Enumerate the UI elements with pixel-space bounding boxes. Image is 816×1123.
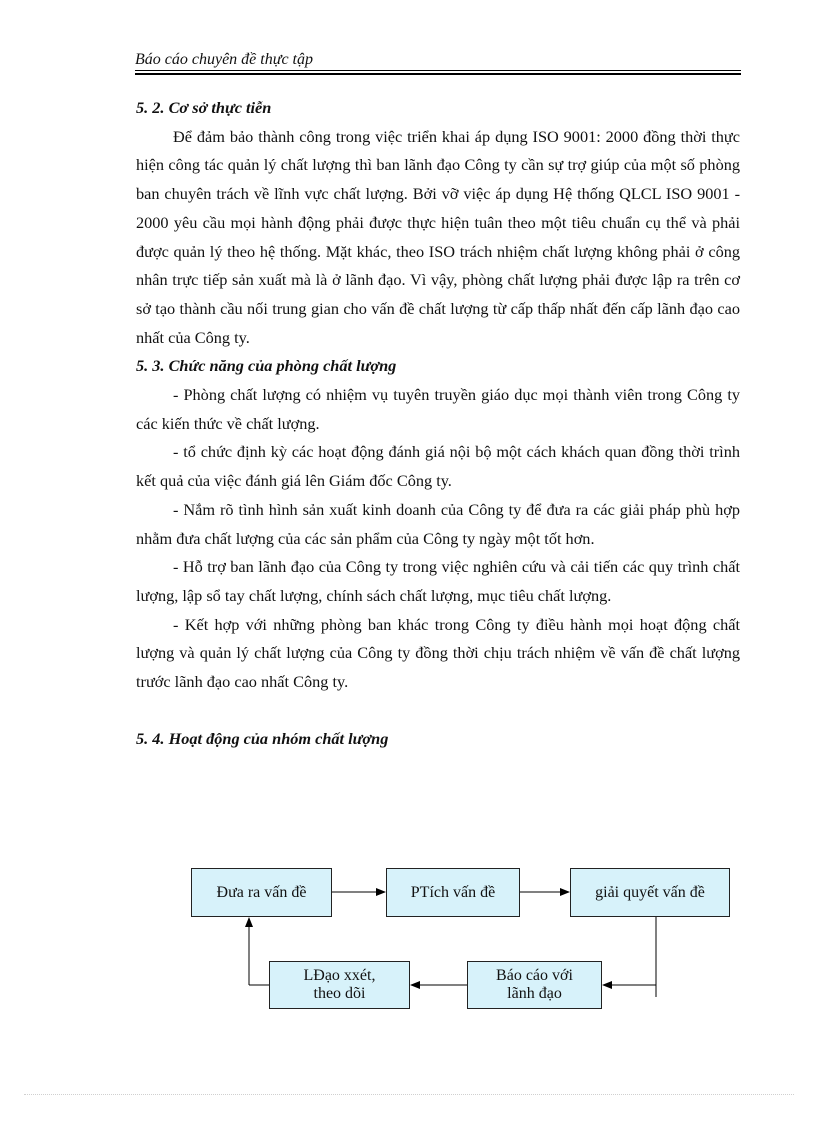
list-item: - Nắm rõ tình hình sản xuất kinh doanh của Công ty để đưa ra các giải pháp phù hợp nhằm đưa chất lượng của các sản phẩm của Công ty ngày một tốt hơn. bbox=[136, 499, 740, 548]
flow-box-label: PTích vấn đề bbox=[410, 883, 496, 901]
flow-box-raise-issue bbox=[191, 868, 332, 917]
flow-box-label: theo dõi bbox=[313, 985, 366, 1002]
flow-box-report-leadership bbox=[467, 961, 602, 1009]
flow-box-analyze-issue bbox=[386, 868, 520, 917]
list-item: - tổ chức định kỳ các hoạt động đánh giá nội bộ một cách khách quan đồng thời trình kết quả của việc đánh giá lên Giám đốc Công ty. bbox=[136, 442, 740, 491]
flow-box-label: Đưa ra vấn đề bbox=[216, 883, 307, 901]
flow-box-label: giải quyết vấn đề bbox=[595, 883, 705, 901]
list-item: - Kết hợp với những phòng ban khác trong Công ty điều hành mọi hoạt động chất lượng và quản lý chất lượng của Công ty đồng thời chịu trách nhiệm về vấn đề chất lượng trước lãnh đạo cao nhất Công ty. bbox=[136, 614, 740, 692]
flow-box-label: lãnh đạo bbox=[507, 985, 562, 1002]
list-item: - Phòng chất lượng có nhiệm vụ tuyên truyền giáo dục mọi thành viên trong Công ty các kiến thức về chất lượng. bbox=[136, 385, 740, 433]
header-rule-thin bbox=[135, 70, 741, 71]
paragraph-5-2: Để đảm bảo thành công trong việc triển khai áp dụng ISO 9001: 2000 đồng thời thực hiện công tác quản lý chất lượng thì ban lãnh đạo Công ty cần sự trợ giúp của một số phòng ban chuyên trách về lĩnh vực chất lượng. Bởi vỡ việc áp dụng Hệ thống QLCL ISO 9001 - 2000 yêu cầu mọi hành động phải được thực hiện tuân theo một tiêu chuẩn cụ thể và phải được quản lý theo hệ thống. Mặt khác, theo ISO trách nhiệm chất lượng không phải ở công nhân trực tiếp sản xuất mà là ở lãnh đạo. Vì vậy, phòng chất lượng phải được lập ra trên cơ sở tạo thành cầu nối trung gian cho vấn đề chất lượng từ cấp thấp nhất đến cấp lãnh đạo cao nhất của Công ty. bbox=[136, 126, 740, 347]
document-body bbox=[136, 94, 740, 753]
footer-rule bbox=[24, 1094, 794, 1095]
list-item: - Hỗ trợ ban lãnh đạo của Công ty trong việc nghiên cứu và cải tiến các quy trình chất lượng, lập sổ tay chất lượng, chính sách chất lượng, mục tiêu chất lượng. bbox=[136, 557, 740, 605]
section-spacer bbox=[136, 697, 740, 725]
flow-box-label: Báo cáo với bbox=[496, 967, 573, 984]
page-header-title: Báo cáo chuyên đề thực tập bbox=[135, 51, 313, 68]
section-heading-5-3: 5. 3. Chức năng của phòng chất lượng bbox=[136, 356, 397, 376]
section-heading-5-2: 5. 2. Cơ sở thực tiễn bbox=[136, 98, 272, 117]
header-rule-thick bbox=[135, 73, 741, 75]
flow-box-leadership-review bbox=[269, 961, 410, 1009]
section-heading-5-4: 5. 4. Hoạt động của nhóm chất lượng bbox=[136, 728, 389, 748]
flow-box-label: LĐạo xxét, bbox=[303, 967, 376, 984]
flow-box-resolve-issue bbox=[570, 868, 730, 917]
